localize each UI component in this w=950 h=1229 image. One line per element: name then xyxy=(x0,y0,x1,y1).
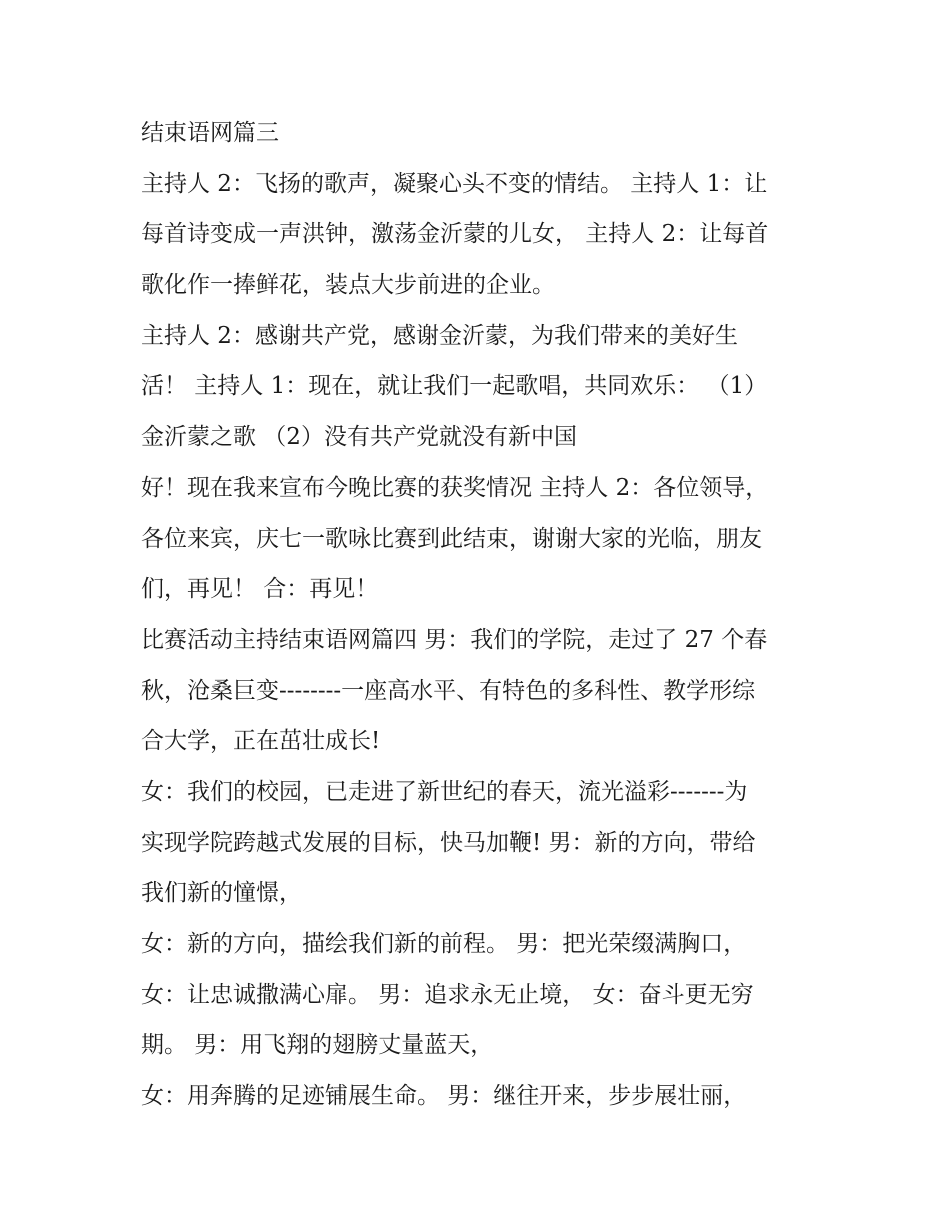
text-line: 女：用奔腾的足迹铺展生命。 男：继往开来，步步展壮丽， xyxy=(141,1083,747,1110)
text-line: 比赛活动主持结束语网篇四 男：我们的学院，走过了 27 个春 xyxy=(141,626,768,653)
document-body xyxy=(141,108,841,1122)
text-line: 主持人 2：感谢共产党，感谢金沂蒙，为我们带来的美好生 xyxy=(141,322,738,349)
text-line: 女：我们的校园，已走进了新世纪的春天，流光溢彩-------为 xyxy=(141,778,748,805)
text-line: 活！ 主持人 1：现在，就让我们一起歌唱，共同欢乐： （1） xyxy=(141,373,768,400)
section-heading: 结束语网篇三 xyxy=(141,120,279,146)
text-line: 主持人 2：飞扬的歌声，凝聚心头不变的情结。 主持人 1：让 xyxy=(141,170,768,197)
text-line: 女：让忠诚撒满心扉。 男：追求永无止境， 女：奋斗更无穷 xyxy=(141,981,754,1008)
text-line: 歌化作一捧鲜花，装点大步前进的企业。 xyxy=(141,272,555,299)
text-line: 合大学，正在茁壮成长! xyxy=(141,728,381,755)
text-line: 每首诗变成一声洪钟，激荡金沂蒙的儿女， 主持人 2：让每首 xyxy=(141,221,769,248)
text-line: 金沂蒙之歌 （2）没有共产党就没有新中国 xyxy=(141,424,577,451)
text-line: 期。 男：用飞翔的翅膀丈量蓝天， xyxy=(141,1032,494,1059)
text-line: 各位来宾，庆七一歌咏比赛到此结束，谢谢大家的光临，朋友 xyxy=(141,525,762,552)
text-line: 秋，沧桑巨变--------一座高水平、有特色的多科性、教学形综 xyxy=(141,677,756,704)
text-line: 女：新的方向，描绘我们新的前程。 男：把光荣缀满胸口， xyxy=(141,931,747,957)
text-line: 我们新的憧憬， xyxy=(141,880,302,907)
text-line: 们，再见！ 合：再见！ xyxy=(141,576,379,603)
text-line: 实现学院跨越式发展的目标，快马加鞭! 男：新的方向，带给 xyxy=(141,829,756,856)
text-line: 好！现在我来宣布今晚比赛的获奖情况 主持人 2：各位领导， xyxy=(141,474,769,501)
